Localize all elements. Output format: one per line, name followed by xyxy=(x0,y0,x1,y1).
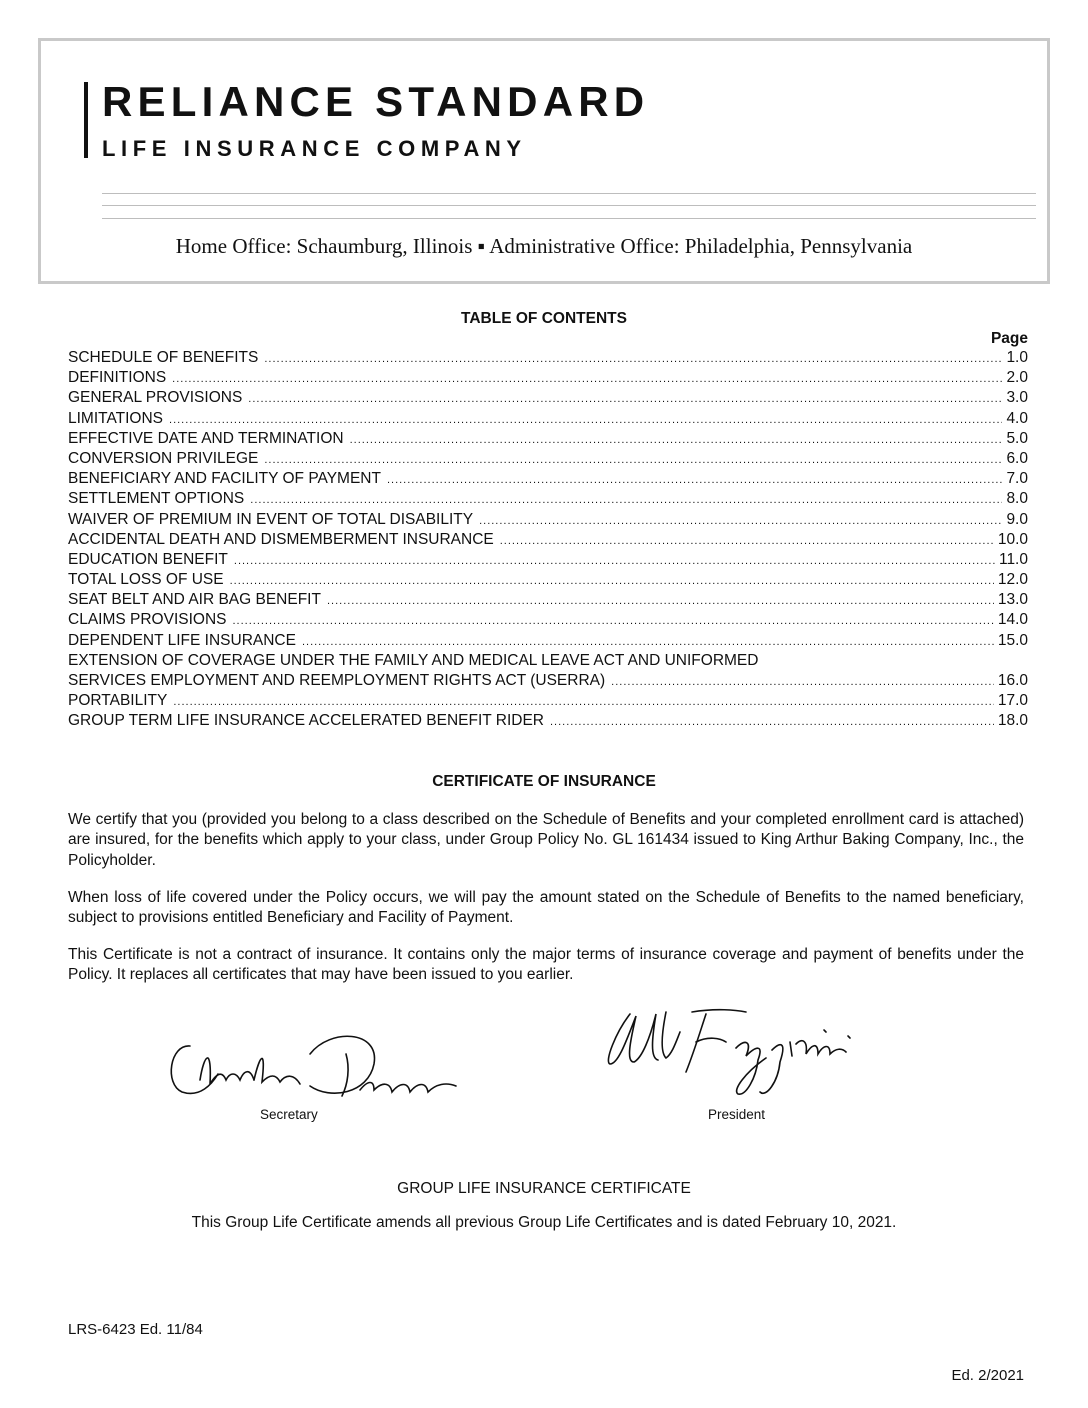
toc-item-page: 2.0 xyxy=(1006,369,1028,387)
toc-item-title: ACCIDENTAL DEATH AND DISMEMBERMENT INSURANCE xyxy=(68,530,494,548)
toc-item xyxy=(68,631,1028,651)
toc-item-title: SEAT BELT AND AIR BAG BENEFIT xyxy=(68,591,321,609)
certificate-paragraph: We certify that you (provided you belong to a class described on the Schedule of Benefits and your completed enrollment card is attached) are insured, for the benefits which apply to your class, under Group Policy No. GL 161434 issued to King Arthur Baking Company, Inc., the Policyholder. xyxy=(68,811,1024,869)
header-rule xyxy=(102,205,1036,206)
company-subtitle: LIFE INSURANCE COMPANY xyxy=(102,136,527,161)
toc-item-title: GENERAL PROVISIONS xyxy=(68,389,243,407)
toc-item xyxy=(68,691,1028,711)
edition-date: Ed. 2/2021 xyxy=(951,1367,1024,1384)
toc-item xyxy=(68,449,1028,469)
toc-item-page: 3.0 xyxy=(1006,389,1028,407)
toc-leader xyxy=(302,632,994,652)
toc-leader xyxy=(169,410,1002,430)
toc-item xyxy=(68,409,1028,429)
toc-item-title: PORTABILITY xyxy=(68,692,168,710)
toc-leader xyxy=(387,470,1002,490)
toc-item-title: BENEFICIARY AND FACILITY OF PAYMENT xyxy=(68,470,381,488)
certificate-title: CERTIFICATE OF INSURANCE xyxy=(432,773,656,790)
toc-item-title: TOTAL LOSS OF USE xyxy=(68,571,224,589)
toc-item xyxy=(68,711,1028,731)
toc-title: TABLE OF CONTENTS xyxy=(461,310,627,327)
letterhead xyxy=(38,38,1050,284)
toc-item-title: LIMITATIONS xyxy=(68,409,164,427)
toc-item-page: 10.0 xyxy=(997,530,1028,548)
toc-leader xyxy=(248,389,1002,409)
toc-item-title: EDUCATION BENEFIT xyxy=(68,550,228,568)
toc-item-title: SERVICES EMPLOYMENT AND REEMPLOYMENT RIGHTS ACT (USERRA) xyxy=(68,672,606,689)
toc-leader xyxy=(230,571,994,591)
form-number: LRS-6423 Ed. 11/84 xyxy=(68,1321,203,1338)
toc-item xyxy=(68,469,1028,489)
header-rule xyxy=(102,193,1036,194)
secretary-signature xyxy=(160,1024,480,1114)
toc-item xyxy=(68,610,1028,630)
toc-item-extension xyxy=(68,671,1028,691)
toc-item-page: 13.0 xyxy=(997,591,1028,609)
certificate-paragraph: When loss of life covered under the Policy occurs, we will pay the amount stated on the Schedule of Benefits to the named beneficiary, subject to provisions entitled Beneficiary and Facility of Payment. xyxy=(68,889,1024,927)
toc-item xyxy=(68,510,1028,530)
toc-item-title: CLAIMS PROVISIONS xyxy=(68,611,227,629)
toc-item-page: 1.0 xyxy=(1006,349,1028,366)
toc-item xyxy=(68,348,1028,368)
toc-leader xyxy=(250,490,1002,510)
toc-item xyxy=(68,570,1028,590)
toc-item-page: 18.0 xyxy=(997,712,1028,730)
logo-bar xyxy=(84,82,88,158)
toc-item-page: 5.0 xyxy=(1006,429,1028,447)
toc-leader xyxy=(350,430,1003,450)
toc-leader xyxy=(232,611,993,631)
toc-leader xyxy=(264,450,1002,470)
toc-item-page: 15.0 xyxy=(997,631,1028,649)
toc-leader xyxy=(550,712,994,732)
president-label: President xyxy=(708,1107,766,1122)
toc-item-extension-line1: EXTENSION OF COVERAGE UNDER THE FAMILY AND MEDICAL LEAVE ACT AND UNIFORMED xyxy=(68,651,759,669)
secretary-label: Secretary xyxy=(260,1107,318,1122)
toc-item-title: DEPENDENT LIFE INSURANCE xyxy=(68,631,296,649)
toc-item-page: 14.0 xyxy=(997,611,1028,629)
toc-item xyxy=(68,530,1028,550)
toc-item xyxy=(68,429,1028,449)
toc-item-title: EFFECTIVE DATE AND TERMINATION xyxy=(68,429,344,447)
certificate-paragraph: This Certificate is not a contract of insurance. It contains only the major terms of insurance coverage and payment of benefits under the Policy. It replaces all certificates that may have been issued to you earlier. xyxy=(68,946,1024,984)
toc-leader xyxy=(500,531,994,551)
toc-leader xyxy=(234,551,995,571)
toc-item-title: GROUP TERM LIFE INSURANCE ACCELERATED BENEFIT RIDER xyxy=(68,712,544,730)
toc-item-title: WAIVER OF PREMIUM IN EVENT OF TOTAL DISABILITY xyxy=(68,510,474,528)
toc-leader xyxy=(479,511,1002,531)
toc-item xyxy=(68,590,1028,610)
toc-item-title: CONVERSION PRIVILEGE xyxy=(68,449,259,467)
toc-leader xyxy=(172,369,1002,389)
toc-item-page: 8.0 xyxy=(1006,490,1028,508)
toc-item-page: 16.0 xyxy=(997,672,1028,689)
toc-page-header: Page xyxy=(990,330,1028,347)
toc-item-page: 4.0 xyxy=(1006,409,1028,427)
toc-item-page: 7.0 xyxy=(1006,470,1028,488)
certificate-type-title: GROUP LIFE INSURANCE CERTIFICATE xyxy=(397,1180,691,1197)
office-locations: Home Office: Schaumburg, Illinois ▪ Administrative Office: Philadelphia, Pennsylvania xyxy=(175,234,913,258)
toc-leader xyxy=(611,672,994,692)
toc-item xyxy=(68,489,1028,509)
toc-item xyxy=(68,388,1028,408)
toc-item xyxy=(68,550,1028,570)
company-name: RELIANCE STANDARD xyxy=(102,78,650,125)
header-rule xyxy=(102,218,1036,219)
toc-item-title: DEFINITIONS xyxy=(68,369,167,387)
toc-item-title: SETTLEMENT OPTIONS xyxy=(68,490,245,508)
toc-item-title: SCHEDULE OF BENEFITS xyxy=(68,349,259,366)
toc-item-page: 12.0 xyxy=(997,571,1028,589)
toc-leader xyxy=(264,349,1002,369)
toc-item xyxy=(68,368,1028,388)
amendment-note: This Group Life Certificate amends all previous Group Life Certificates and is dated February 10, 2021. xyxy=(191,1214,897,1231)
table-of-contents xyxy=(68,330,1028,732)
toc-leader xyxy=(173,692,993,712)
toc-item-page: 11.0 xyxy=(998,550,1028,568)
toc-item-page: 17.0 xyxy=(997,692,1028,710)
president-signature xyxy=(596,1002,896,1102)
toc-item-page: 6.0 xyxy=(1006,449,1028,467)
toc-item-page: 9.0 xyxy=(1006,510,1028,528)
toc-leader xyxy=(327,591,994,611)
